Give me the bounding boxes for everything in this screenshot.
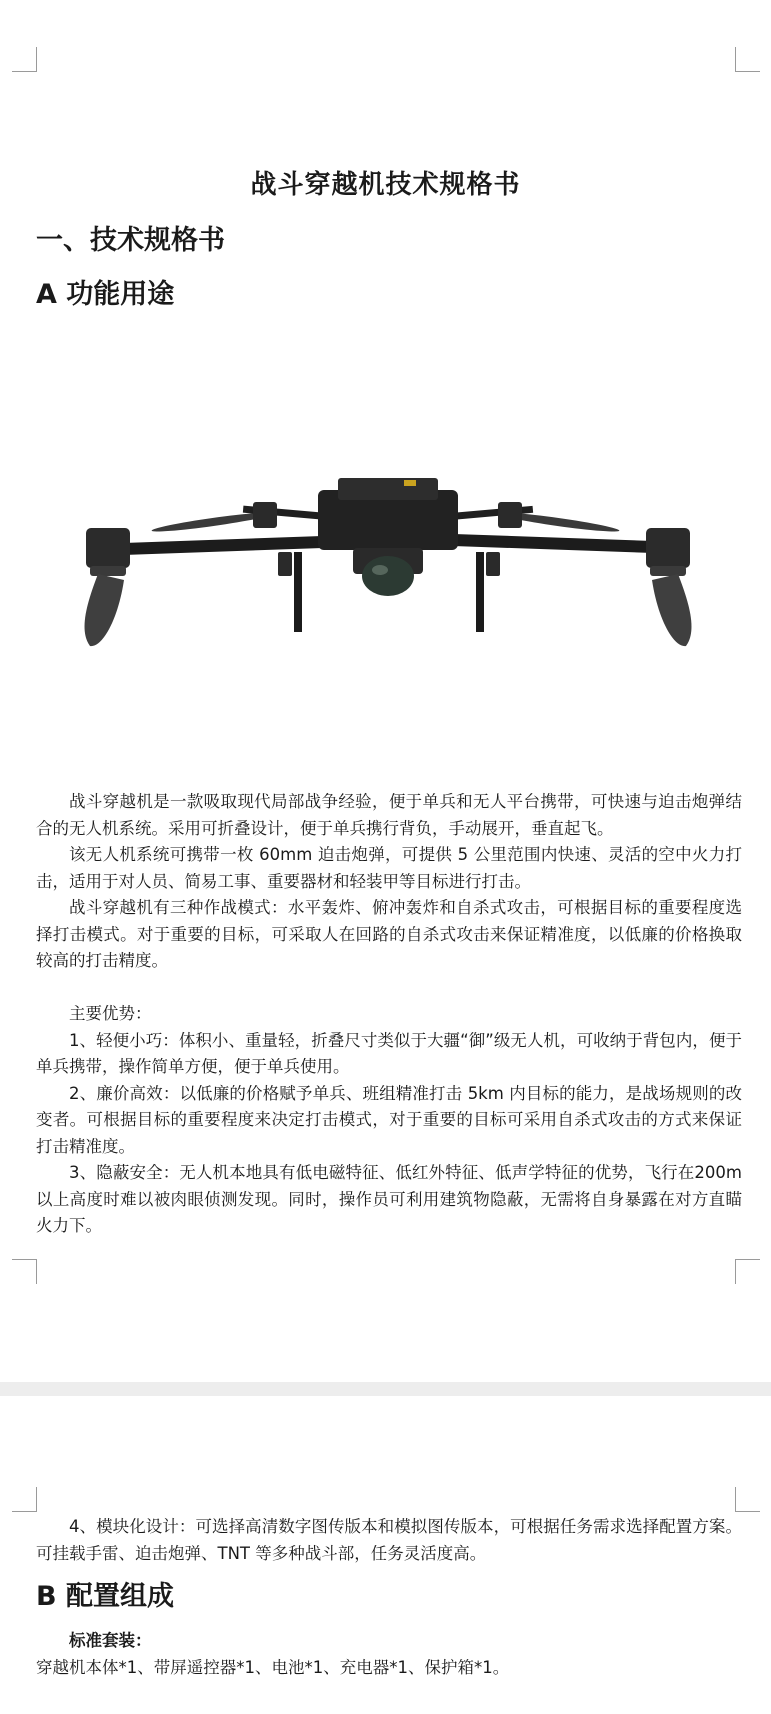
document-page-2 bbox=[0, 1396, 771, 1714]
advantage-item: 3、隐蔽安全：无人机本地具有低电磁特征、低红外特征、低声学特征的优势，飞行在200m 以上高度时难以被肉眼侦测发现。同时，操作员可利用建筑物隐蔽，无需将自身暴露在对方直瞄火力下。 bbox=[36, 1163, 742, 1235]
document-title: 战斗穿越机技术规格书 bbox=[250, 170, 521, 200]
intro-text bbox=[36, 789, 742, 1240]
subsection-heading-b: B 配置组成 bbox=[36, 1581, 174, 1612]
intro-paragraph: 该无人机系统可携带一枚 60mm 迫击炮弹，可提供 5 公里范围内快速、灵活的空中火力打击，适用于对人员、简易工事、重要器材和轻装甲等目标进行打击。 bbox=[36, 845, 742, 891]
intro-paragraph: 战斗穿越机有三种作战模式：水平轰炸、俯冲轰炸和自杀式攻击，可根据目标的重要程度选择打击模式。对于重要的目标，可采取人在回路的自杀式攻击来保证精准度，以低廉的价格换取较高的打击精度。 bbox=[36, 898, 742, 970]
intro-paragraph: 战斗穿越机是一款吸取现代局部战争经验，便于单兵和无人平台携带，可快速与迫击炮弹结合的无人机系统。采用可折叠设计，便于单兵携行背负，手动展开，垂直起飞。 bbox=[36, 792, 742, 838]
advantages-heading: 主要优势： bbox=[69, 1004, 152, 1023]
crop-mark bbox=[735, 1259, 760, 1284]
standard-kit-items: 穿越机本体*1、带屏遥控器*1、电池*1、充电器*1、保护箱*1。 bbox=[36, 1657, 510, 1677]
crop-mark bbox=[735, 1487, 760, 1512]
crop-mark bbox=[735, 47, 760, 72]
page-gap bbox=[0, 1382, 771, 1396]
standard-kit-label: 标准套装： bbox=[69, 1631, 152, 1650]
drone-image bbox=[68, 470, 708, 670]
advantage-item: 2、廉价高效：以低廉的价格赋予单兵、班组精准打击 5km 内目标的能力，是战场规则的改变者。可根据目标的重要程度来决定打击模式，对于重要的目标可采用自杀式攻击的方式来保证打击精准度。 bbox=[36, 1083, 742, 1156]
advantage-4-text bbox=[36, 1514, 742, 1567]
crop-mark bbox=[12, 47, 37, 72]
subsection-heading-a: A 功能用途 bbox=[36, 279, 175, 310]
advantage-item: 4、模块化设计：可选择高清数字图传版本和模拟图传版本，可根据任务需求选择配置方案。可挂载手雷、迫击炮弹、TNT 等多种战斗部，任务灵活度高。 bbox=[36, 1517, 742, 1563]
crop-mark bbox=[12, 1259, 37, 1284]
config-text bbox=[36, 1628, 742, 1681]
crop-mark bbox=[12, 1487, 37, 1512]
advantage-item: 1、轻便小巧：体积小、重量轻，折叠尺寸类似于大疆“御”级无人机，可收纳于背包内，便于单兵携带，操作简单方便，便于单兵使用。 bbox=[36, 1030, 742, 1076]
section-heading: 一、技术规格书 bbox=[36, 225, 225, 256]
